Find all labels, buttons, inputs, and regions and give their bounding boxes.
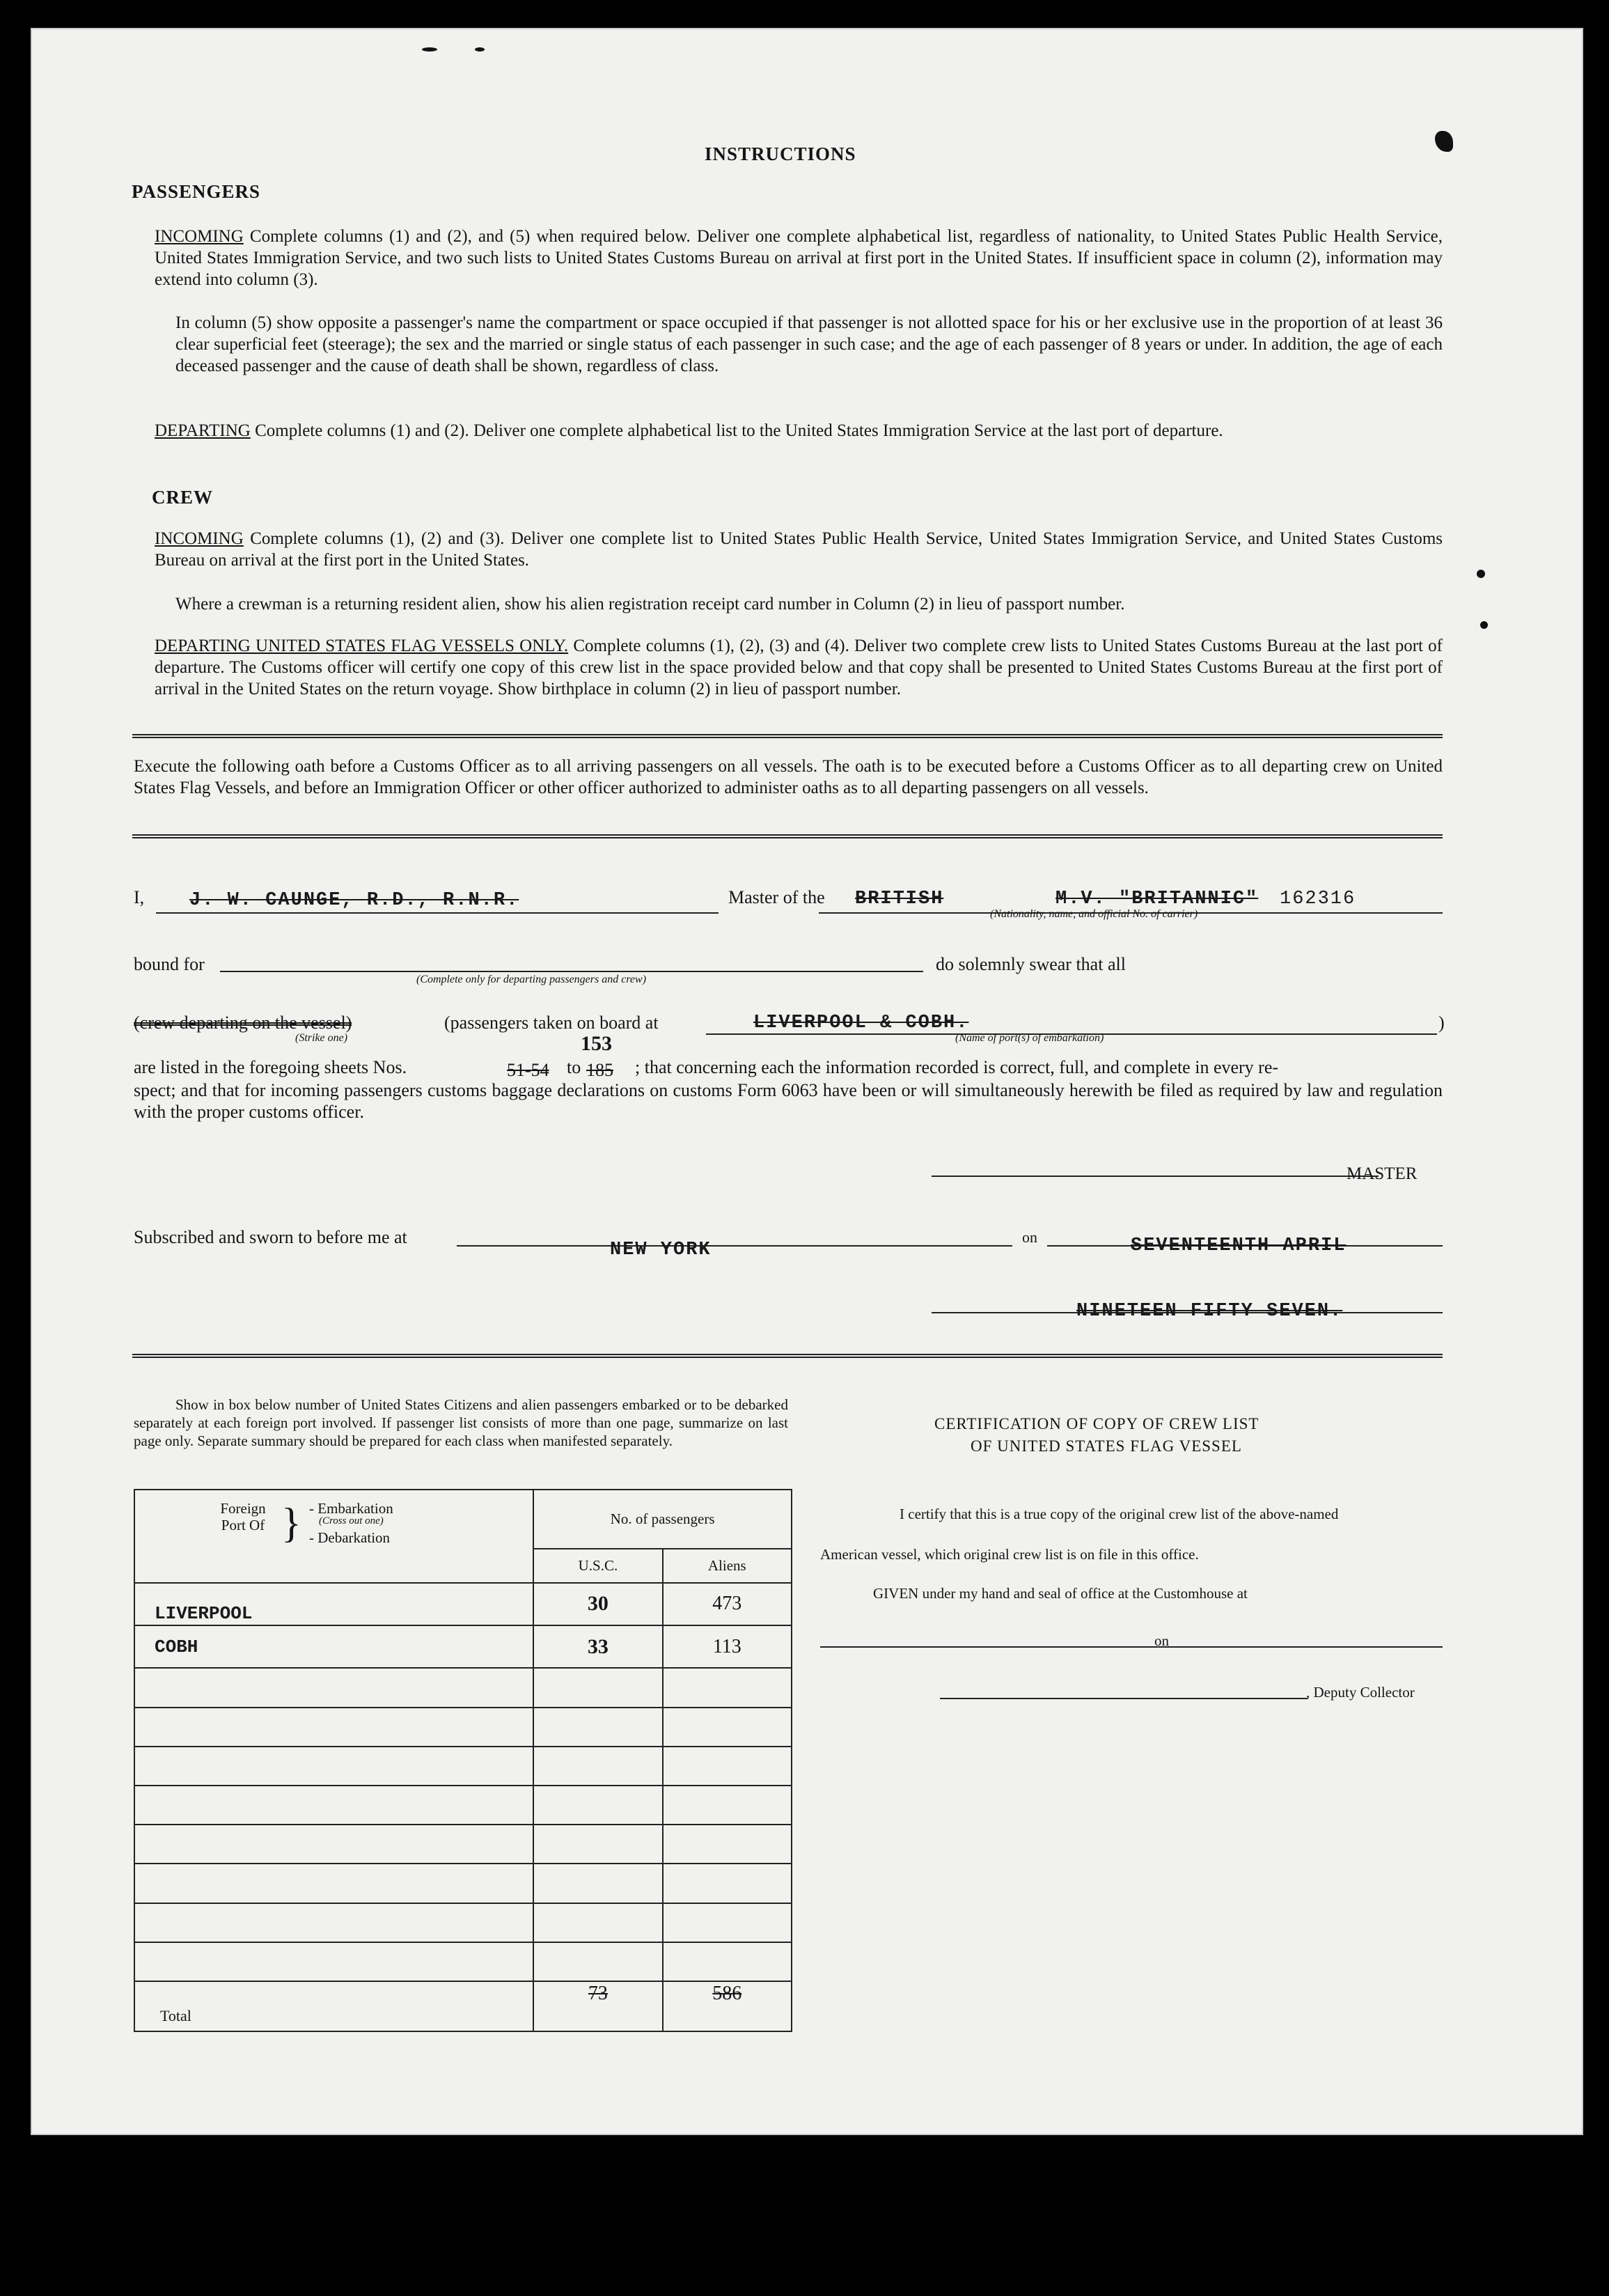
ink-speck bbox=[422, 47, 437, 52]
form-page bbox=[31, 28, 1583, 2135]
listed-text-2: ; that concerning each the information recorded is correct, full, and complete in every re- bbox=[635, 1057, 1279, 1077]
summary-instructions: Show in box below number of United States Citizens and alien passengers embarked or to be debarked separately at each foreign port involved. If passenger list consists of more than one page, summarize on last page only. Separate summary should be prepared for each class when manifested separately. bbox=[134, 1396, 788, 1449]
crew-departing-paragraph bbox=[155, 635, 1443, 700]
embarkation-label: - Embarkation bbox=[309, 1500, 393, 1517]
certify-date-line bbox=[1174, 1646, 1443, 1648]
column5-paragraph: In column (5) show opposite a passenger's name the compartment or space occupied if that passenger is not allotted space for his or her exclusive use in the proportion of at least 36 clear superficial feet (steerage); the sex and the married or single status of each passenger in such case; and the age of each passenger of 8 years or under. In addition, the age of each deceased passenger and the cause of death shall be shown, regardless of class. bbox=[175, 313, 1443, 375]
embarkation-ports: LIVERPOOL & COBH. bbox=[753, 1013, 969, 1033]
certification-title-1: CERTIFICATION OF COPY OF CREW LIST bbox=[934, 1415, 1259, 1432]
vessel-caption: (Nationality, name, and official No. of carrier) bbox=[990, 908, 1198, 920]
total-usc: 73 bbox=[533, 1981, 662, 2031]
crew-departing-option bbox=[134, 1013, 352, 1033]
deputy-signature-line bbox=[940, 1698, 1308, 1699]
passenger-summary-table bbox=[134, 1489, 792, 2032]
subscribed-label: Subscribed and sworn to before me at bbox=[134, 1227, 407, 1247]
ink-speck bbox=[475, 47, 485, 52]
crew-heading: CREW bbox=[152, 487, 214, 508]
debarkation-text: - Debarkation bbox=[309, 1529, 391, 1546]
port-header-cell bbox=[134, 1490, 533, 1583]
ports-close-paren: ) bbox=[1438, 1013, 1445, 1033]
master-name-line bbox=[156, 912, 719, 914]
vessel-name: M.V. "BRITANNIC" bbox=[1055, 889, 1259, 909]
section-divider bbox=[132, 834, 1443, 838]
sworn-place-line bbox=[457, 1245, 1012, 1247]
table-row bbox=[134, 1942, 792, 1981]
certify-text-2: American vessel, which original crew list is on file in this office. bbox=[820, 1546, 1199, 1563]
table-row bbox=[134, 1625, 792, 1668]
certification-title-2: OF UNITED STATES FLAG VESSEL bbox=[971, 1437, 1242, 1455]
sworn-date-1: SEVENTEENTH APRIL bbox=[1131, 1235, 1347, 1256]
passengers-incoming-label: INCOMING bbox=[155, 227, 244, 246]
row-aliens: 113 bbox=[663, 1625, 792, 1668]
ink-speck bbox=[1477, 570, 1485, 578]
usc-header: U.S.C. bbox=[533, 1549, 662, 1583]
sworn-date-2: NINETEEN FIFTY SEVEN. bbox=[1076, 1301, 1343, 1322]
passengers-departing-label: DEPARTING bbox=[155, 421, 251, 440]
ports-caption: (Name of port(s) of embarkation) bbox=[955, 1032, 1104, 1044]
sheets-from: 51-54 bbox=[507, 1060, 549, 1080]
total-aliens: 586 bbox=[663, 1981, 792, 2031]
certify-text-1: I certify that this is a true copy of the original crew list of the above-named bbox=[900, 1506, 1339, 1522]
crew-incoming-paragraph bbox=[155, 528, 1443, 571]
strike-one-caption: (Strike one) bbox=[295, 1032, 348, 1044]
crew-departing-text-struck: (crew departing on the vessel) bbox=[134, 1013, 352, 1033]
section-divider bbox=[132, 734, 1443, 738]
crew-incoming-label: INCOMING bbox=[155, 529, 244, 548]
row-port: COBH bbox=[134, 1625, 533, 1668]
debarkation-label bbox=[309, 1529, 390, 1547]
bound-for-caption: (Complete only for departing passengers and crew) bbox=[416, 974, 647, 985]
sworn-on-label: on bbox=[1022, 1228, 1037, 1246]
aliens-header: Aliens bbox=[663, 1549, 792, 1583]
listed-text-3: spect; and that for incoming passengers customs baggage declarations on customs Form 6063 have been or will simultaneously herewith be filed as required by law and regulation with the proper customs officer. bbox=[134, 1080, 1443, 1122]
customhouse-line bbox=[820, 1646, 1182, 1648]
bracket-symbol: } bbox=[281, 1500, 301, 1546]
passengers-heading: PASSENGERS bbox=[132, 181, 261, 202]
master-of-label: Master of the bbox=[728, 887, 825, 907]
master-name: J. W. CAUNGE, R.D., R.N.R. bbox=[189, 890, 519, 911]
passengers-departing-paragraph bbox=[155, 420, 1443, 442]
crew-departing-label: DEPARTING UNITED STATES FLAG VESSELS ONLY. bbox=[155, 637, 569, 655]
table-row bbox=[134, 1864, 792, 1903]
section-divider bbox=[132, 1354, 1443, 1358]
sworn-place: NEW YORK bbox=[610, 1240, 712, 1260]
crew-resident-paragraph: Where a crewman is a returning resident alien, show his alien registration receipt card number in Column (2) in lieu of passport number. bbox=[175, 595, 1125, 614]
table-row bbox=[134, 1825, 792, 1864]
table-row bbox=[134, 1708, 792, 1747]
given-text: GIVEN under my hand and seal of office at the Customhouse at bbox=[873, 1585, 1248, 1602]
sheets-to-original: 185 bbox=[586, 1060, 613, 1080]
table-row bbox=[134, 1903, 792, 1942]
total-label: Total bbox=[134, 1981, 533, 2031]
ink-speck bbox=[1480, 621, 1488, 629]
bound-for-label: bound for bbox=[134, 954, 205, 974]
ink-blot bbox=[1435, 131, 1453, 152]
deputy-collector-label: , Deputy Collector bbox=[1306, 1684, 1415, 1701]
row-usc: 30 bbox=[533, 1583, 662, 1625]
oath-intro: Execute the following oath before a Customs Officer as to all arriving passengers on all vessels. The oath is to be executed before a Customs Officer as to all departing crew on United States Flag Vessels, and before an Immigration Officer or other officer authorized to administer oaths as to all departing passengers on all vessels. bbox=[134, 757, 1443, 797]
passengers-incoming-paragraph bbox=[155, 226, 1443, 290]
bound-for-line bbox=[220, 971, 923, 972]
crew-incoming-text: Complete columns (1), (2) and (3). Deliver one complete list to United States Public Health Service, United States Immigration Service, and United States Customs Bureau on arrival at the first port in the United States. bbox=[155, 529, 1443, 570]
cross-out-label: (Cross out one) bbox=[319, 1515, 384, 1526]
master-label: MASTER bbox=[1347, 1164, 1418, 1183]
swear-text: do solemnly swear that all bbox=[936, 954, 1126, 974]
page-title: INSTRUCTIONS bbox=[705, 143, 856, 164]
oath-i-label: I, bbox=[134, 887, 145, 907]
certify-on-label: on bbox=[1154, 1632, 1169, 1649]
passengers-taken-label: (passengers taken on board at bbox=[444, 1013, 659, 1033]
listed-text-1: are listed in the foregoing sheets Nos. bbox=[134, 1057, 407, 1077]
master-signature-line bbox=[932, 1176, 1379, 1177]
foreign-port-of-label: Foreign Port Of bbox=[220, 1500, 266, 1533]
crew-departing-text: Complete columns (1), (2), (3) and (4). Deliver two complete crew lists to United States Customs Bureau at the last port of departure. The Customs officer will certify one copy of this crew list in the space provided below and that copy shall be presented to United States Customs Bureau at the first port of arrival in the United States on the return voyage. Show birthplace in column (2) in lieu of passport number. bbox=[155, 637, 1443, 698]
vessel-nationality: BRITISH bbox=[855, 889, 944, 909]
vessel-official-number: 162316 bbox=[1280, 889, 1356, 909]
passengers-departing-text: Complete columns (1) and (2). Deliver one complete alphabetical list to the United States Immigration Service at the last port of departure. bbox=[255, 421, 1223, 440]
table-row bbox=[134, 1786, 792, 1825]
row-usc: 33 bbox=[533, 1625, 662, 1668]
row-port: LIVERPOOL bbox=[134, 1583, 533, 1625]
table-row bbox=[134, 1668, 792, 1707]
passengers-incoming-text: Complete columns (1) and (2), and (5) when required below. Deliver one complete alphabetical list, regardless of nationality, to United States Public Health Service, United States Immigration Service, and two such lists to United States Customs Bureau on arrival at first port in the United States. If insufficient space in column (2), information may extend into column (3). bbox=[155, 227, 1443, 289]
sheets-to-corrected: 153 bbox=[581, 1032, 612, 1055]
sheets-to-label: to bbox=[567, 1057, 581, 1077]
table-row bbox=[134, 1747, 792, 1786]
table-row bbox=[134, 1583, 792, 1625]
no-of-passengers-header: No. of passengers bbox=[533, 1490, 792, 1549]
row-aliens: 473 bbox=[663, 1583, 792, 1625]
total-row bbox=[134, 1981, 792, 2031]
